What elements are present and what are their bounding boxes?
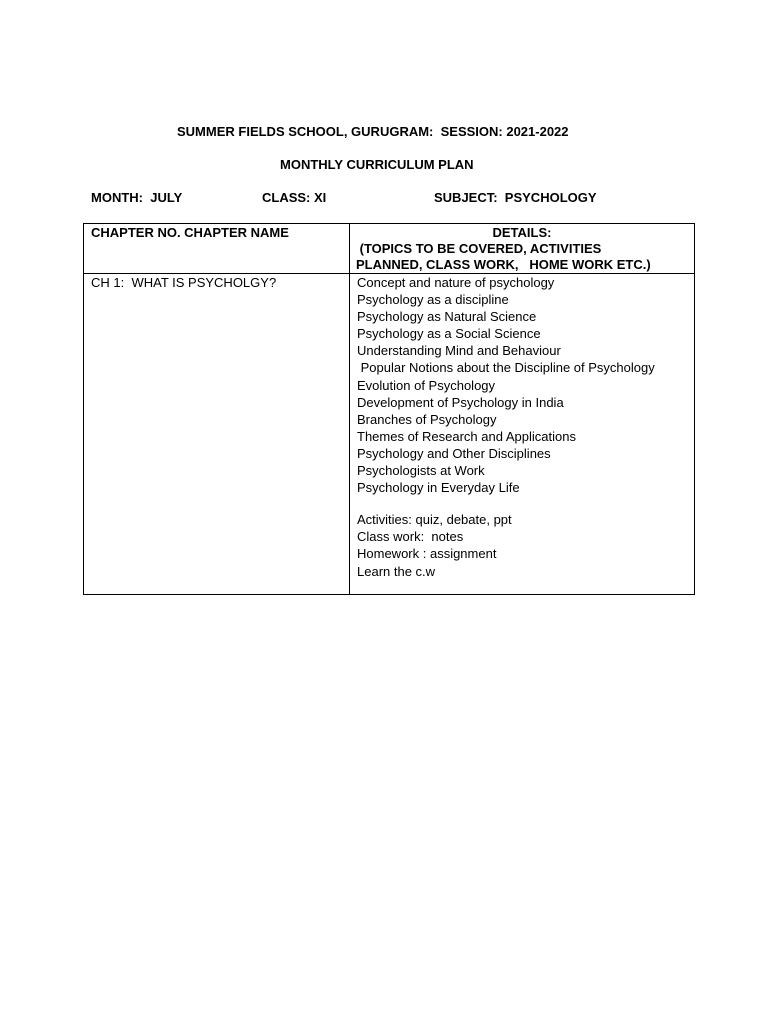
school-title: SUMMER FIELDS SCHOOL, GURUGRAM: SESSION: 2021-2022 (177, 124, 569, 139)
activity-item: Activities: quiz, debate, ppt (357, 512, 512, 528)
details-cell (357, 274, 691, 580)
details-column-header (356, 225, 688, 273)
topic-item: Concept and nature of psychology (357, 275, 555, 290)
topic-item: Psychology as a Social Science (357, 326, 541, 342)
curriculum-table (83, 223, 695, 595)
plan-title: MONTHLY CURRICULUM PLAN (280, 157, 474, 172)
topic-item: Psychologists at Work (357, 463, 485, 479)
activity-item: Class work: notes (357, 529, 464, 545)
topic-item: Evolution of Psychology (357, 377, 496, 393)
topic-item: Popular Notions about the Discipline of Psychology (357, 360, 655, 376)
activity-item: Homework : assignment (357, 546, 497, 562)
details-header-line: PLANNED, CLASS WORK, HOME WORK ETC.) (356, 257, 651, 272)
chapter-column-header: CHAPTER NO. CHAPTER NAME (91, 225, 289, 240)
topic-item: Branches of Psychology (357, 411, 497, 427)
subject-field: SUBJECT: PSYCHOLOGY (434, 190, 597, 205)
topic-item: Psychology and Other Disciplines (357, 445, 551, 461)
chapter-cell: CH 1: WHAT IS PSYCHOLGY? (91, 275, 277, 290)
class-field: CLASS: XI (262, 190, 327, 205)
column-divider (349, 224, 350, 594)
month-field: MONTH: JULY (91, 190, 183, 205)
topic-item: Psychology as a discipline (357, 292, 509, 308)
topic-item: Psychology in Everyday Life (357, 480, 520, 496)
details-header-line: DETAILS: (492, 225, 552, 240)
topic-item: Development of Psychology in India (357, 394, 564, 410)
spacer (357, 496, 691, 511)
topic-item: Psychology as Natural Science (357, 309, 537, 325)
activity-item: Learn the c.w (357, 563, 436, 579)
topic-item: Understanding Mind and Behaviour (357, 343, 561, 359)
details-header-line: (TOPICS TO BE COVERED, ACTIVITIES (356, 241, 602, 256)
topic-item: Themes of Research and Applications (357, 428, 576, 444)
